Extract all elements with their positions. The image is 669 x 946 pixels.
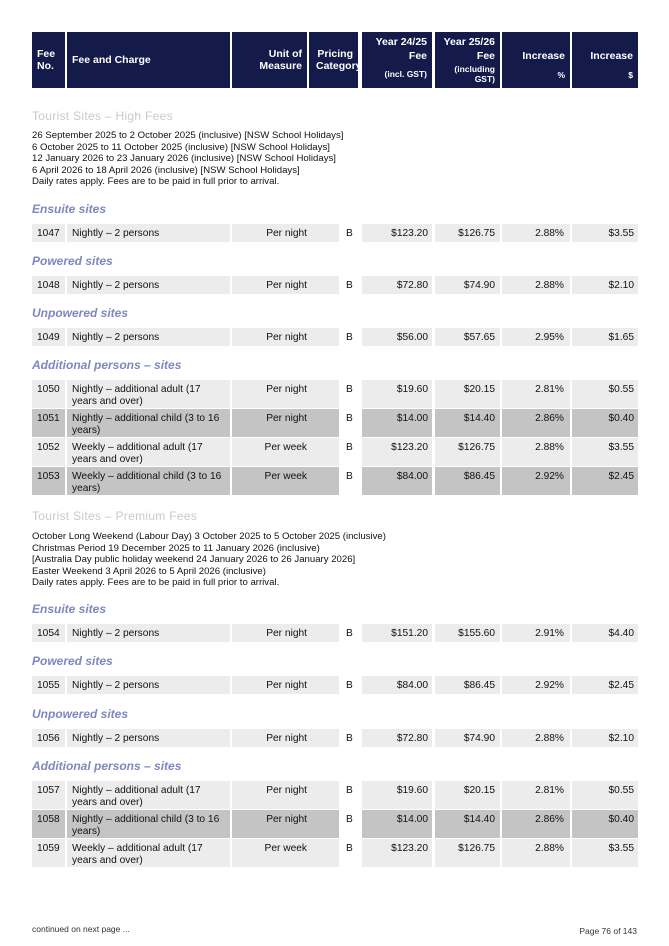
header-increase-pct [502, 32, 570, 88]
increase-dollar: $0.55 [608, 785, 634, 796]
fee-no: 1049 [37, 332, 60, 343]
section-title-premium: Tourist Sites – Premium Fees [32, 509, 198, 523]
unit: Per night [266, 280, 307, 291]
unit: Per night [266, 413, 307, 424]
table-row [32, 676, 638, 694]
fee-name: Nightly – 2 persons [72, 680, 160, 691]
fee-2526: $126.75 [458, 843, 495, 854]
unit: Per night [266, 628, 307, 639]
unit: Per week [264, 442, 307, 453]
increase-dollar: $2.10 [608, 733, 634, 744]
premium-description [32, 531, 386, 589]
subheading-unpowered: Unpowered sites [32, 306, 129, 320]
fee-no: 1048 [37, 280, 60, 291]
fee-no: 1050 [37, 384, 60, 395]
description-line: Easter Weekend 3 April 2026 to 5 April 2026 (inclusive) [32, 565, 266, 577]
fee-no: 1052 [37, 442, 60, 453]
fee-name: Nightly – additional child (3 to 16 years) [72, 814, 220, 837]
fee-2526: $126.75 [458, 442, 495, 453]
increase-pct: 2.88% [535, 228, 564, 239]
fee-name: Weekly – additional child (3 to 16 years) [72, 471, 222, 494]
header-year-2526 [435, 32, 500, 88]
fee-name: Nightly – 2 persons [72, 332, 160, 343]
increase-pct: 2.92% [535, 471, 564, 482]
table-row [32, 409, 638, 437]
increase-dollar: $4.40 [608, 628, 634, 639]
subheading-unpowered: Unpowered sites [32, 707, 129, 721]
fee-2526: $74.90 [463, 733, 495, 744]
table-row [32, 624, 638, 642]
subheading-additional: Additional persons – sites [32, 358, 182, 372]
header-year-2425-note: (incl. GST) [384, 69, 427, 79]
increase-pct: 2.88% [535, 733, 564, 744]
description-line: Daily rates apply. Fees are to be paid in full prior to arrival. [32, 577, 280, 588]
increase-pct: 2.95% [535, 332, 564, 343]
fee-2425: $84.00 [396, 680, 428, 691]
increase-pct: 2.81% [535, 785, 564, 796]
description-line: 12 January 2026 to 23 January 2026 (inclusive) [NSW School Holidays] [32, 153, 336, 164]
fee-name: Weekly – additional adult (17 years and over) [72, 442, 203, 465]
section-title-high: Tourist Sites – High Fees [32, 109, 173, 123]
header-increase-dollar-label: Increase [590, 50, 633, 62]
increase-dollar: $3.55 [608, 228, 634, 239]
fee-2526: $20.15 [463, 384, 495, 395]
increase-pct: 2.92% [535, 680, 564, 691]
pricing-category: B [346, 680, 353, 691]
pricing-category: B [346, 628, 353, 639]
header-unit [232, 32, 307, 88]
continued-note: continued on next page ... [32, 924, 130, 934]
fee-2526: $14.40 [463, 413, 495, 424]
fee-no: 1051 [37, 413, 60, 424]
increase-dollar: $0.55 [608, 384, 634, 395]
fee-no: 1055 [37, 680, 60, 691]
table-row [32, 781, 638, 809]
fee-2425: $56.00 [396, 332, 428, 343]
header-year-2526-label: Year 25/26 [443, 36, 495, 48]
header-unit-label: Unit of Measure [259, 48, 302, 72]
subheading-powered: Powered sites [32, 654, 113, 668]
fee-no: 1059 [37, 843, 60, 854]
subheading-ensuite: Ensuite sites [32, 202, 107, 216]
table-row [32, 276, 638, 294]
description-line: Daily rates apply. Fees are to be paid in full prior to arrival. [32, 176, 280, 187]
fee-no: 1056 [37, 733, 60, 744]
header-pricing-category-label: Pricing Category [316, 48, 362, 72]
fee-2425: $14.00 [396, 814, 428, 825]
table-row [32, 380, 638, 408]
increase-pct: 2.88% [535, 442, 564, 453]
header-increase-pct-unit: % [557, 70, 565, 80]
subheading-powered: Powered sites [32, 254, 113, 268]
pricing-category: B [346, 843, 353, 854]
increase-pct: 2.86% [535, 413, 564, 424]
fee-2425: $123.20 [391, 843, 428, 854]
increase-dollar: $2.45 [608, 471, 634, 482]
header-fee-and-charge [67, 32, 230, 88]
fee-2425: $123.20 [391, 442, 428, 453]
table-row [32, 467, 638, 495]
fee-2425: $84.00 [396, 471, 428, 482]
unit: Per night [266, 384, 307, 395]
fee-name: Weekly – additional adult (17 years and over) [72, 843, 203, 866]
fee-name: Nightly – additional adult (17 years and over) [72, 384, 201, 407]
header-pricing-category [309, 32, 362, 88]
fee-2526: $74.90 [463, 280, 495, 291]
unit: Per night [266, 332, 307, 343]
unit: Per week [264, 843, 307, 854]
fee-name: Nightly – additional adult (17 years and over) [72, 785, 201, 808]
header-year-2425-label: Year 24/25 [375, 36, 427, 48]
fee-2526: $126.75 [458, 228, 495, 239]
pricing-category: B [346, 384, 353, 395]
increase-dollar: $0.40 [608, 814, 634, 825]
header-year-2526-fee: Fee [476, 50, 495, 62]
fee-2425: $151.20 [391, 628, 428, 639]
table-row [32, 839, 638, 867]
unit: Per night [266, 680, 307, 691]
description-line: 26 September 2025 to 2 October 2025 (inclusive) [NSW School Holidays] [32, 130, 344, 141]
fee-2425: $72.80 [396, 280, 428, 291]
fee-no: 1047 [37, 228, 60, 239]
fee-2526: $57.65 [463, 332, 495, 343]
unit: Per night [266, 733, 307, 744]
header-increase-dollar [572, 32, 638, 88]
header-year-2425-fee: Fee [408, 50, 427, 62]
header-fee-no [32, 32, 65, 88]
increase-dollar: $1.65 [608, 332, 634, 343]
header-increase-dollar-unit: $ [628, 70, 633, 80]
fee-no: 1054 [37, 628, 60, 639]
pricing-category: B [346, 733, 353, 744]
description-line: October Long Weekend (Labour Day) 3 October 2025 to 5 October 2025 (inclusive) [32, 531, 386, 542]
subheading-additional: Additional persons – sites [32, 759, 182, 773]
pricing-category: B [346, 814, 353, 825]
unit: Per night [266, 785, 307, 796]
description-line: 6 April 2026 to 18 April 2026 (inclusive) [NSW School Holidays] [32, 164, 300, 176]
fee-no: 1057 [37, 785, 60, 796]
pricing-category: B [346, 785, 353, 796]
header-year-2526-note: (including GST) [454, 64, 495, 84]
description-line: [Australia Day public holiday weekend 24 January 2026 to 26 January 2026] [32, 554, 356, 565]
pricing-category: B [346, 471, 353, 482]
page-number: Page 76 of 143 [579, 926, 637, 936]
increase-dollar: $2.10 [608, 280, 634, 291]
header-year-2425 [362, 32, 432, 88]
increase-dollar: $0.40 [608, 413, 634, 424]
increase-pct: 2.91% [535, 628, 564, 639]
table-row [32, 328, 638, 346]
fee-name: Nightly – 2 persons [72, 733, 160, 744]
fee-2526: $14.40 [463, 814, 495, 825]
table-row [32, 224, 638, 242]
description-line: Christmas Period 19 December 2025 to 11 January 2026 (inclusive) [32, 542, 320, 554]
description-line: 6 October 2025 to 11 October 2025 (inclusive) [NSW School Holidays] [32, 141, 330, 153]
header-fee-and-charge-label: Fee and Charge [72, 54, 151, 66]
high-description [32, 130, 343, 188]
fee-no: 1058 [37, 814, 60, 825]
increase-pct: 2.88% [535, 843, 564, 854]
fee-2526: $20.15 [463, 785, 495, 796]
fee-name: Nightly – 2 persons [72, 228, 160, 239]
header-fee-no-label: Fee No. [37, 48, 56, 72]
pricing-category: B [346, 280, 353, 291]
pricing-category: B [346, 332, 353, 343]
increase-pct: 2.86% [535, 814, 564, 825]
table-row [32, 729, 638, 747]
fee-2526: $86.45 [463, 680, 495, 691]
header-increase-pct-label: Increase [522, 50, 565, 62]
table-row [32, 438, 638, 466]
fee-2526: $155.60 [458, 628, 495, 639]
pricing-category: B [346, 228, 353, 239]
fee-name: Nightly – 2 persons [72, 628, 160, 639]
increase-dollar: $2.45 [608, 680, 634, 691]
fee-2425: $72.80 [396, 733, 428, 744]
fee-2425: $19.60 [396, 785, 428, 796]
fee-name: Nightly – 2 persons [72, 280, 160, 291]
unit: Per night [266, 814, 307, 825]
increase-pct: 2.88% [535, 280, 564, 291]
pricing-category: B [346, 413, 353, 424]
fee-2425: $123.20 [391, 228, 428, 239]
fee-no: 1053 [37, 471, 60, 482]
fee-2425: $14.00 [396, 413, 428, 424]
increase-dollar: $3.55 [608, 843, 634, 854]
subheading-ensuite: Ensuite sites [32, 602, 107, 616]
pricing-category: B [346, 442, 353, 453]
increase-pct: 2.81% [535, 384, 564, 395]
fee-name: Nightly – additional child (3 to 16 years) [72, 413, 220, 436]
unit: Per night [266, 228, 307, 239]
fee-2526: $86.45 [463, 471, 495, 482]
unit: Per week [264, 471, 307, 482]
increase-dollar: $3.55 [608, 442, 634, 453]
fee-2425: $19.60 [396, 384, 428, 395]
table-row [32, 810, 638, 838]
